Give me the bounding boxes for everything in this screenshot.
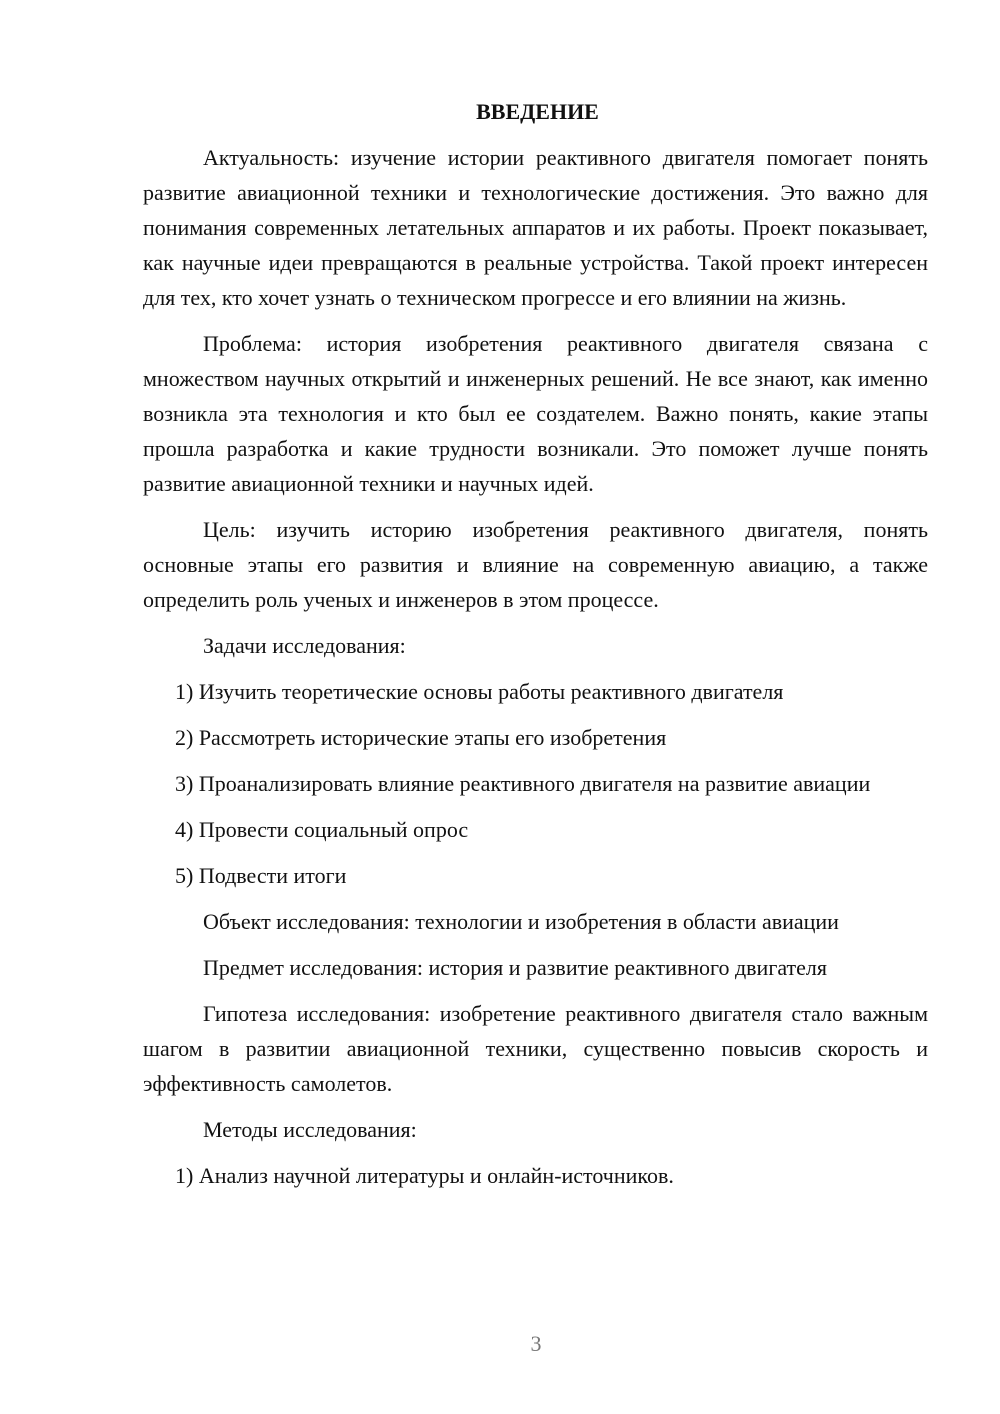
subject-paragraph: Предмет исследования: история и развитие реактивного двигателя [203,955,828,980]
task-item: 5) Подвести итоги [175,863,347,888]
object-paragraph: Объект исследования: технологии и изобретения в области авиации [203,909,839,934]
page-title: ВВЕДЕНИЕ [476,99,599,124]
task-item: 1) Изучить теоретические основы работы реактивного двигателя [175,679,784,704]
relevance-paragraph: Актуальность: изучение истории реактивного двигателя помогает понять развитие авиационной техники и технологические достижения. Это важно для понимания современных летательных аппаратов и их работы. Проект показывает, как научные идеи превращаются в реальные устройства. Такой проект интересен для тех, кто хочет узнать о техническом прогрессе и его влиянии на жизнь. [143,145,928,310]
hypothesis-paragraph: Гипотеза исследования: изобретение реактивного двигателя стало важным шагом в развитии авиационной техники, существенно повысив скорость и эффективность самолетов. [143,1001,928,1096]
page-number: 3 [530,1331,542,1356]
tasks-heading: Задачи исследования: [203,633,406,658]
task-item: 4) Провести социальный опрос [175,817,469,842]
goal-paragraph: Цель: изучить историю изобретения реактивного двигателя, понять основные этапы его развития и влияние на современную авиацию, а также определить роль ученых и инженеров в этом процессе. [143,517,928,612]
methods-heading: Методы исследования: [203,1117,417,1142]
document-body [143,94,928,1204]
problem-paragraph: Проблема: история изобретения реактивного двигателя связана с множеством научных открытий и инженерных решений. Не все знают, как именно возникла эта технология и кто был ее создателем. Важно понять, какие этапы прошла разработка и какие трудности возникали. Это поможет лучше понять развитие авиационной техники и научных идей. [143,331,928,496]
task-item: 2) Рассмотреть исторические этапы его изобретения [175,725,667,750]
task-item: 3) Проанализировать влияние реактивного двигателя на развитие авиации [175,771,871,796]
method-item: 1) Анализ научной литературы и онлайн-источников. [175,1163,674,1188]
